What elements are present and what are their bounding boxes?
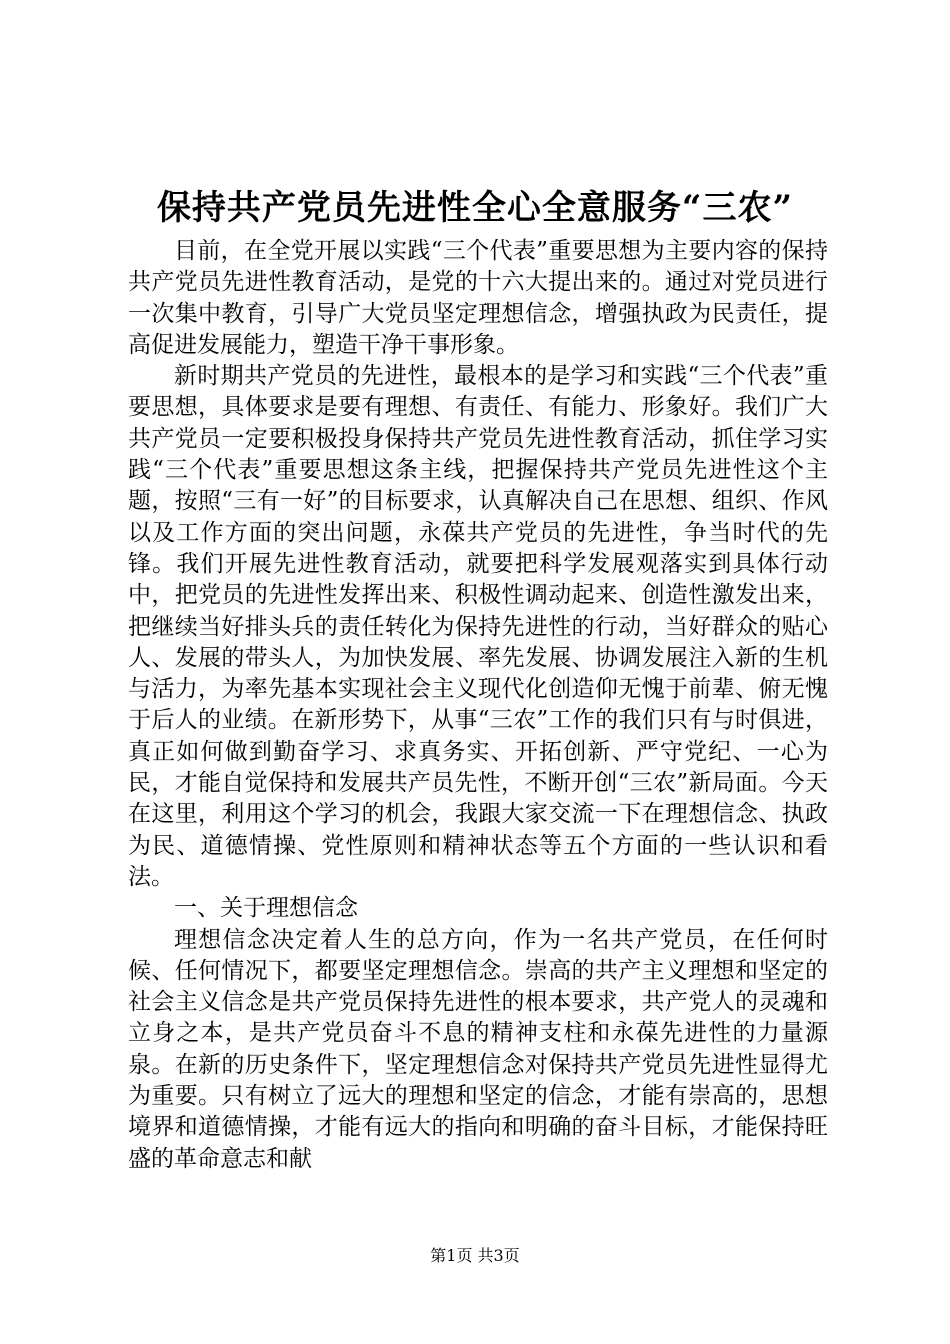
section-heading: 一、关于理想信念 bbox=[174, 895, 358, 922]
page-number-footer: 第1页 共3页 bbox=[430, 1246, 520, 1265]
paragraph-advancement: 新时期共产党员的先进性，最根本的是学习和实践“三个代表”重要思想，具体要求是要有理想、有责任、有能力、形象好。我们广大共产党员一定要积极投身保持共产党员先进性教育活动，抓住学习实践“三个代表”重要思想这条主线，把握保持共产党员先进性这个主题，按照“三有一好”的目标要求，认真解决自己在思想、组织、作风以及工作方面的突出问题，永葆共产党员的先进性，争当时代的先锋。我们开展先进性教育活动，就要把科学发展观落实到具体行动中，把党员的先进性发挥出来、积极性调动起来、创造性激发出来，把继续当好排头兵的责任转化为保持先进性的行动，当好群众的贴心人、发展的带头人，为加快发展、率先发展、协调发展注入新的生机与活力，为率先基本实现社会主义现代化创造仰无愧于前辈、俯无愧于后人的业绩。在新形势下，从事“三农”工作的我们只有与时俱进，真正如何做到勤奋学习、求真务实、开拓创新、严守党纪、一心为民，才能自觉保持和发展共产员先性，不断开创“三农”新局面。今天在这里，利用这个学习的机会，我跟大家交流一下在理想信念、执政为民、道德情操、党性原则和精神状态等五个方面的一些认识和看法。 bbox=[128, 363, 828, 890]
paragraph-ideals: 理想信念决定着人生的总方向，作为一名共产党员，在任何时候、任何情况下，都要坚定理想信念。崇高的共产主义理想和坚定的社会主义信念是共产党员保持先进性的根本要求，共产党人的灵魂和立身之本，是共产党员奋斗不息的精神支柱和永葆先进性的力量源泉。在新的历史条件下，坚定理想信念对保持共产党员先进性显得尤为重要。只有树立了远大的理想和坚定的信念，才能有崇高的，思想境界和道德情操，才能有远大的指向和明确的奋斗目标，才能保持旺盛的革命意志和献 bbox=[128, 926, 828, 1172]
document-title: 保持共产党员先进性全心全意服务“三农” bbox=[156, 188, 794, 228]
paragraph-intro: 目前，在全党开展以实践“三个代表”重要思想为主要内容的保持共产党员先进性教育活动，是党的十六大提出来的。通过对党员进行一次集中教育，引导广大党员坚定理想信念，增强执政为民责任，提高促进发展能力，塑造干净干事形象。 bbox=[128, 238, 828, 358]
document-body bbox=[128, 236, 828, 1175]
